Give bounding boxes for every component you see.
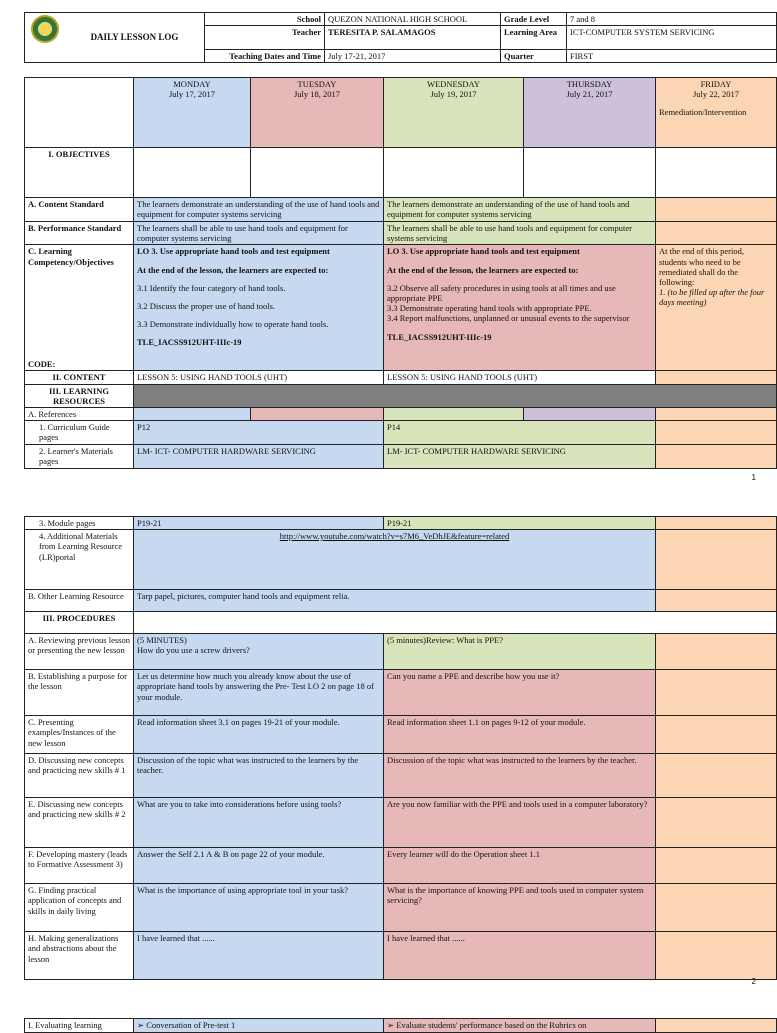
proc-row-b: Are you now familiar with the PPE and tools used in a computer laboratory?	[384, 798, 656, 848]
proc-row-label: H. Making generalizations and abstractions about the lesson	[25, 932, 134, 980]
proc-row-b: Read information sheet 1.1 on pages 9-12 of your module.	[384, 716, 656, 754]
proc-row-a: (5 MINUTES) How do you use a screw drivers?	[134, 634, 384, 670]
learning-competency-wed-thu: LO 3. Use appropriate hand tools and test equipment At the end of the lesson, the learners are expected to: 3.2 Observe all safety procedures in using tools at all times and use appropriate PPE 3.3 Demonstrate operating hand tools with appropriate PPE. 3.4 Report malfunctions, unplanned or unusual events to the supervisor TLE_IACSS912UHT-IIIc-19	[384, 245, 656, 371]
curriculum-guide-wed-thu: P14	[384, 421, 656, 445]
code-label: CODE:	[28, 359, 56, 370]
lesson-table-page3	[24, 1018, 777, 1033]
content-mon-tue: LESSON 5: USING HAND TOOLS (UHT)	[134, 371, 384, 384]
proc-row-a: What is the importance of using appropriate tool in your task?	[134, 884, 384, 932]
content-label: II. CONTENT	[25, 371, 134, 384]
dates-label: Teaching Dates and Time	[205, 50, 325, 63]
page-number-1: 1	[751, 473, 756, 482]
proc-row-b: I have learned that ......	[384, 932, 656, 980]
additional-materials-cell	[134, 530, 656, 590]
lesson-table-page1	[24, 77, 777, 469]
page-number-2: 2	[751, 977, 756, 986]
proc-row-b: Can you name a PPE and describe how you use it?	[384, 670, 656, 716]
learning-competency-mon-tue: LO 3. Use appropriate hand tools and test equipment At the end of the lesson, the learners are expected to: 3.1 Identify the four category of hand tools. 3.2 Discuss the proper use of hand tools. 3.3 Demonstrate individually how to operate hand tools. TLE_IACSS912UHT-IIIc-19	[134, 245, 384, 371]
area-value: ICT-COMPUTER SYSTEM SERVICING	[567, 26, 777, 50]
proc-row-b: What is the importance of knowing PPE and tools used in computer system servicing?	[384, 884, 656, 932]
grade-label: Grade Level	[501, 13, 567, 26]
learning-competency-friday: At the end of this period, students who need to be remediated shall do the following: 1. (to be filled up after the four days meeting)	[656, 245, 777, 371]
teacher-label: Teacher	[205, 26, 325, 50]
proc-row-a: Read information sheet 3.1 on pages 19-21 of your module.	[134, 716, 384, 754]
day-header-wednesday: WEDNESDAY July 19, 2017	[384, 78, 524, 148]
day-header-thursday: THURSDAY July 21, 2017	[524, 78, 656, 148]
content-standard-mon-tue: The learners demonstrate an understanding of the use of hand tools and equipment for computer systems servicing	[134, 198, 384, 222]
evaluating-learning-a: ➢ Conversation of Pre-test 1	[134, 1019, 384, 1033]
school-value: QUEZON NATIONAL HIGH SCHOOL	[325, 13, 501, 26]
performance-standard-mon-tue: The learners shall be able to use hand tools and equipment for computer systems servicing	[134, 222, 384, 245]
additional-materials-label: 4. Additional Materials from Learning Resource (LR)portal	[25, 530, 134, 590]
school-label: School	[205, 13, 325, 26]
lesson-table-page2	[24, 516, 777, 980]
proc-row-b: (5 minutes)Review: What is PPE?	[384, 634, 656, 670]
objectives-heading: I. OBJECTIVES	[25, 148, 134, 198]
proc-row-label: D. Discussing new concepts and practicing new skills # 1	[25, 754, 134, 798]
header-title: DAILY LESSON LOG	[90, 32, 179, 43]
other-resource-label: B. Other Learning Resource	[25, 590, 134, 612]
proc-row-label: E. Discussing new concepts and practicing new skills # 2	[25, 798, 134, 848]
references-label: A. References	[25, 407, 134, 420]
proc-row-label: B. Establishing a purpose for the lesson	[25, 670, 134, 716]
learners-materials-label: 2. Learner's Materials pages	[25, 445, 134, 469]
module-pages-a: P19-21	[134, 517, 384, 530]
other-resource-value: Tarp papel, pictures, computer hand tools and equipment relia.	[134, 590, 656, 612]
proc-row-b: Every learner will do the Operation sheet 1.1	[384, 848, 656, 884]
quarter-value: FIRST	[567, 50, 777, 63]
proc-row-a: What are you to take into considerations before using tools?	[134, 798, 384, 848]
dates-value: July 17-21, 2017	[325, 50, 501, 63]
day-header-friday: FRIDAY July 22, 2017 Remediation/Intervention	[656, 78, 777, 148]
proc-row-a: Discussion of the topic what was instructed to the learners by the teacher.	[134, 754, 384, 798]
procedures-heading: III. PROCEDURES	[25, 612, 134, 634]
proc-row-a: Answer the Self 2.1 A & B on page 22 of your module.	[134, 848, 384, 884]
header-title-cell	[25, 13, 205, 63]
area-label: Learning Area	[501, 26, 567, 50]
curriculum-guide-mon-tue: P12	[134, 421, 384, 445]
quarter-label: Quarter	[501, 50, 567, 63]
proc-row-a: Let us determine how much you already know about the use of appropriate hand tools by answering the Pre- Test LO 2 on page 18 of your module.	[134, 670, 384, 716]
grade-value: 7 and 8	[567, 13, 777, 26]
learners-materials-mon-tue: LM- ICT- COMPUTER HARDWARE SERVICING	[134, 445, 384, 469]
evaluating-learning-label: I. Evaluating learning	[25, 1019, 134, 1033]
proc-row-label: F. Developing mastery (leads to Formative Assessment 3)	[25, 848, 134, 884]
teacher-value: TERESITA P. SALAMAGOS	[325, 26, 501, 50]
proc-row-b: Discussion of the topic what was instructed to the learners by the teacher.	[384, 754, 656, 798]
content-standard-label: A. Content Standard	[25, 198, 134, 222]
learning-competency-label: C. Learning Competency/Objectives CODE:	[25, 245, 134, 371]
learning-resources-label: III. LEARNING RESOURCES	[25, 384, 134, 407]
performance-standard-wed-thu: The learners shall be able to use hand tools and equipment for computer systems servicing	[384, 222, 656, 245]
curriculum-guide-label: 1. Curriculum Guide pages	[25, 421, 134, 445]
evaluating-learning-b: ➢ Evaluate students' performance based on the Rubrics on	[384, 1019, 656, 1033]
proc-row-label: A. Reviewing previous lesson or presenting the new lesson	[25, 634, 134, 670]
proc-row-label: C. Presenting examples/Instances of the new lesson	[25, 716, 134, 754]
day-header-monday: MONDAY July 17, 2017	[134, 78, 251, 148]
performance-standard-label: B. Performance Standard	[25, 222, 134, 245]
proc-row-label: G. Finding practical application of concepts and skills in daily living	[25, 884, 134, 932]
content-wed-thu: LESSON 5: USING HAND TOOLS (UHT)	[384, 371, 656, 384]
module-pages-b: P19-21	[384, 517, 656, 530]
youtube-link[interactable]: http://www.youtube.com/watch?v=s7M6_VeDhJE&feature=related	[279, 531, 510, 542]
content-standard-wed-thu: The learners demonstrate an understanding of the use of hand tools and equipment for computer systems servicing	[384, 198, 656, 222]
deped-seal-icon	[31, 15, 59, 43]
proc-row-a: I have learned that ......	[134, 932, 384, 980]
learners-materials-wed-thu: LM- ICT- COMPUTER HARDWARE SERVICING	[384, 445, 656, 469]
day-header-tuesday: TUESDAY July 18, 2017	[251, 78, 384, 148]
module-pages-label: 3. Module pages	[25, 517, 134, 530]
header-table	[24, 12, 777, 63]
